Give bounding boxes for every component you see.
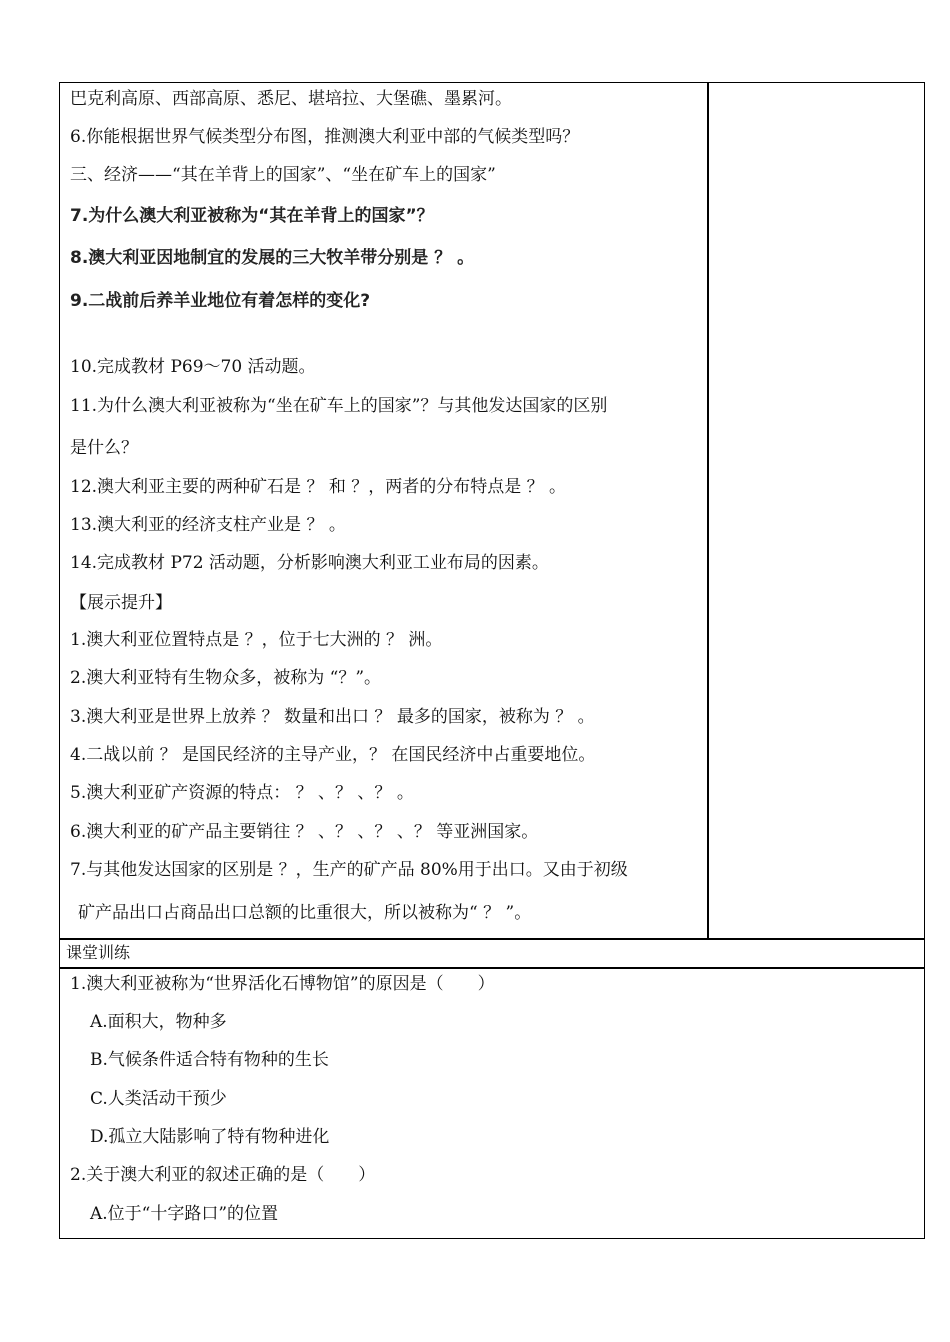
question-line: 7.为什么澳大利亚被称为“其在羊背上的国家”？ [70, 206, 434, 226]
text-line: 三、经济——“其在羊背上的国家”、“坐在矿车上的国家” [70, 165, 496, 185]
text-line: 6.澳大利亚的矿产品主要销往 ？ 、？ 、？ 、？ 等亚洲国家。 [70, 822, 539, 842]
text-line: 10.完成教材 P69～70 活动题。 [70, 357, 316, 377]
text-line: 11.为什么澳大利亚被称为“坐在矿车上的国家”？与其他发达国家的区别 [70, 396, 608, 416]
text-line: 3.澳大利亚是世界上放养 ？ 数量和出口 ？ 最多的国家，被称为 ？ 。 [70, 707, 595, 727]
answer-option: A.面积大，物种多 [90, 1012, 227, 1032]
text-line: 13.澳大利亚的经济支柱产业是 ？ 。 [70, 515, 346, 535]
answer-option: A.位于“十字路口”的位置 [90, 1204, 279, 1224]
training-question: 2.关于澳大利亚的叙述正确的是（ ） [70, 1165, 376, 1185]
text-line: 1.澳大利亚位置特点是 ？，位于七大洲的 ？ 洲。 [70, 630, 443, 650]
question-line: 8.澳大利亚因地制宜的发展的三大牧羊带分别是 ？ 。 [70, 248, 475, 268]
section-heading: 【展示提升】 [70, 593, 172, 613]
text-line: 巴克利高原、西部高原、悉尼、堪培拉、大堡礁、墨累河。 [70, 89, 512, 109]
column-divider [707, 82, 709, 939]
text-line: 7.与其他发达国家的区别是 ？，生产的矿产品 80%用于出口。又由于初级 [70, 860, 628, 880]
text-line: 14.完成教材 P72 活动题，分析影响澳大利亚工业布局的因素。 [70, 553, 549, 573]
row-divider-training-header [59, 967, 925, 969]
training-question: 1.澳大利亚被称为“世界活化石博物馆”的原因是（ ） [70, 974, 495, 994]
text-line: 6.你能根据世界气候类型分布图，推测澳大利亚中部的气候类型吗？ [70, 127, 580, 147]
text-line: 矿产品出口占商品出口总额的比重很大，所以被称为“ ？ ”。 [78, 903, 532, 923]
answer-option: B.气候条件适合特有物种的生长 [90, 1050, 329, 1070]
answer-option: D.孤立大陆影响了特有物种进化 [90, 1127, 330, 1147]
question-line: 9.二战前后养羊业地位有着怎样的变化? [70, 291, 371, 311]
training-header: 课堂训练 [66, 943, 131, 962]
text-line: 是什么？ [70, 438, 138, 458]
answer-option: C.人类活动干预少 [90, 1089, 227, 1109]
text-line: 12.澳大利亚主要的两种矿石是 ？ 和 ？，两者的分布特点是 ？ 。 [70, 477, 567, 497]
text-line: 2.澳大利亚特有生物众多，被称为 “？”。 [70, 668, 382, 688]
row-divider-training-top [59, 938, 925, 940]
text-line: 4.二战以前 ？ 是国民经济的主导产业，？ 在国民经济中占重要地位。 [70, 745, 596, 765]
text-line: 5.澳大利亚矿产资源的特点： ？ 、？ 、？ 。 [70, 783, 414, 803]
